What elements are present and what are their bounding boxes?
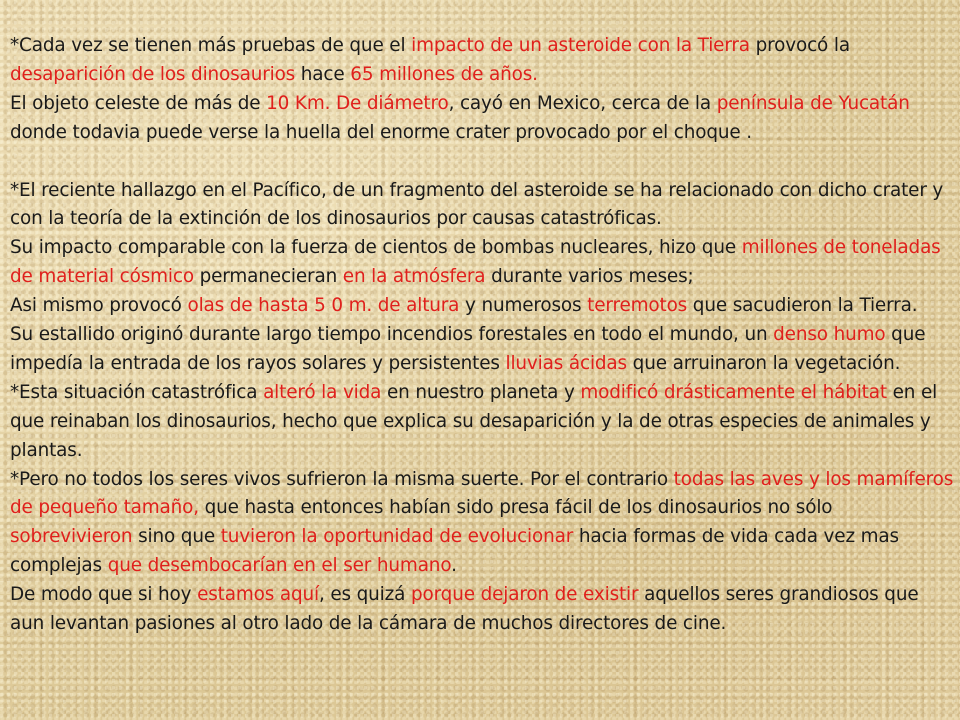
paragraph-7: [10, 379, 958, 466]
body-text: *Esta situación catastrófica: [10, 381, 264, 403]
highlighted-text: modificó drásticamente el hábitat: [580, 381, 887, 403]
highlighted-text: millones de toneladas de material cósmico: [10, 237, 941, 288]
paragraph-4: [10, 234, 958, 292]
highlighted-text: estamos aquí: [197, 584, 319, 606]
body-text: De modo que si hoy: [10, 584, 198, 606]
body-text: durante varios meses;: [485, 266, 694, 288]
body-text: en nuestro planeta y: [381, 381, 581, 403]
body-text: , es quizá: [318, 584, 411, 606]
body-text: *El reciente hallazgo en el Pacífico, de un fragmento del asteroide se ha relacionado con dicho crater y con la teoría de la extinción de los dinosaurios por causas catastróficas.: [10, 179, 944, 230]
highlighted-text: tuvieron la oportunidad de evolucionar: [220, 526, 574, 548]
body-text: permanecieran: [193, 266, 343, 288]
highlighted-text: todas las aves y los mamíferos de pequeño tamaño,: [10, 468, 954, 519]
highlighted-text: sobrevivieron: [10, 526, 133, 548]
body-text: provocó la: [749, 35, 850, 56]
body-text: Su estallido originó durante largo tiempo incendios forestales en todo el mundo, un: [10, 324, 774, 346]
body-text: donde todavia puede verse la huella del enorme crater provocado por el choque .: [10, 121, 752, 143]
body-text: Asi mismo provocó: [10, 295, 188, 317]
highlighted-text: en la atmósfera: [342, 266, 486, 288]
highlighted-text: 10 Km. De diámetro: [266, 92, 449, 114]
highlighted-text: olas de hasta 5 0 m. de altura: [187, 295, 460, 317]
body-text: que sacudieron la Tierra.: [687, 295, 918, 317]
highlighted-text: denso humo: [773, 324, 886, 346]
paragraph-6: [10, 321, 958, 379]
body-text: Su impacto comparable con la fuerza de cientos de bombas nucleares, hizo que: [10, 237, 742, 259]
highlighted-text: alteró la vida: [263, 381, 382, 403]
paragraph-5: [10, 292, 958, 321]
highlighted-text: impacto de un asteroide con la Tierra: [411, 35, 750, 56]
body-text: , cayó en Mexico, cerca de la: [448, 92, 717, 114]
highlighted-text: desaparición de los dinosaurios: [10, 63, 296, 85]
highlighted-text: lluvias ácidas: [505, 352, 627, 374]
slide-text-body: [10, 32, 958, 639]
highlighted-text: que desembocarían en el ser humano: [107, 555, 452, 577]
paragraph-spacer: [10, 148, 958, 177]
body-text: *Cada vez se tienen más pruebas de que el: [10, 35, 412, 56]
body-text: sino que: [132, 526, 221, 548]
highlighted-text: península de Yucatán: [716, 92, 910, 114]
body-text: hace: [295, 63, 351, 85]
paragraph-1: [10, 32, 958, 90]
body-text: *Pero no todos los seres vivos sufrieron la misma suerte. Por el contrario: [10, 468, 674, 490]
body-text: .: [451, 555, 457, 577]
highlighted-text: porque dejaron de existir: [410, 584, 639, 606]
body-text: hacia formas de vida cada vez mas complejas: [10, 526, 899, 577]
body-text: y numerosos: [459, 295, 588, 317]
paragraph-3: [10, 177, 958, 235]
paragraph-2: [10, 90, 958, 148]
paragraph-8: [10, 466, 958, 582]
paragraph-9: [10, 581, 958, 639]
body-text: en el que reinaban los dinosaurios, hecho que explica su desaparición y la de otras especies de animales y plantas.: [10, 381, 938, 461]
body-text: que arruinaron la vegetación.: [626, 352, 901, 374]
body-text: que impedía la entrada de los rayos solares y persistentes: [10, 324, 926, 374]
body-text: aquellos seres grandiosos que aun levantan pasiones al otro lado de la cámara de muchos directores de cine.: [10, 584, 919, 635]
highlighted-text: terremotos: [587, 295, 688, 317]
body-text: El objeto celeste de más de: [10, 92, 267, 114]
highlighted-text: 65 millones de años.: [350, 63, 538, 85]
body-text: que hasta entonces habían sido presa fácil de los dinosaurios no sólo: [198, 497, 833, 519]
